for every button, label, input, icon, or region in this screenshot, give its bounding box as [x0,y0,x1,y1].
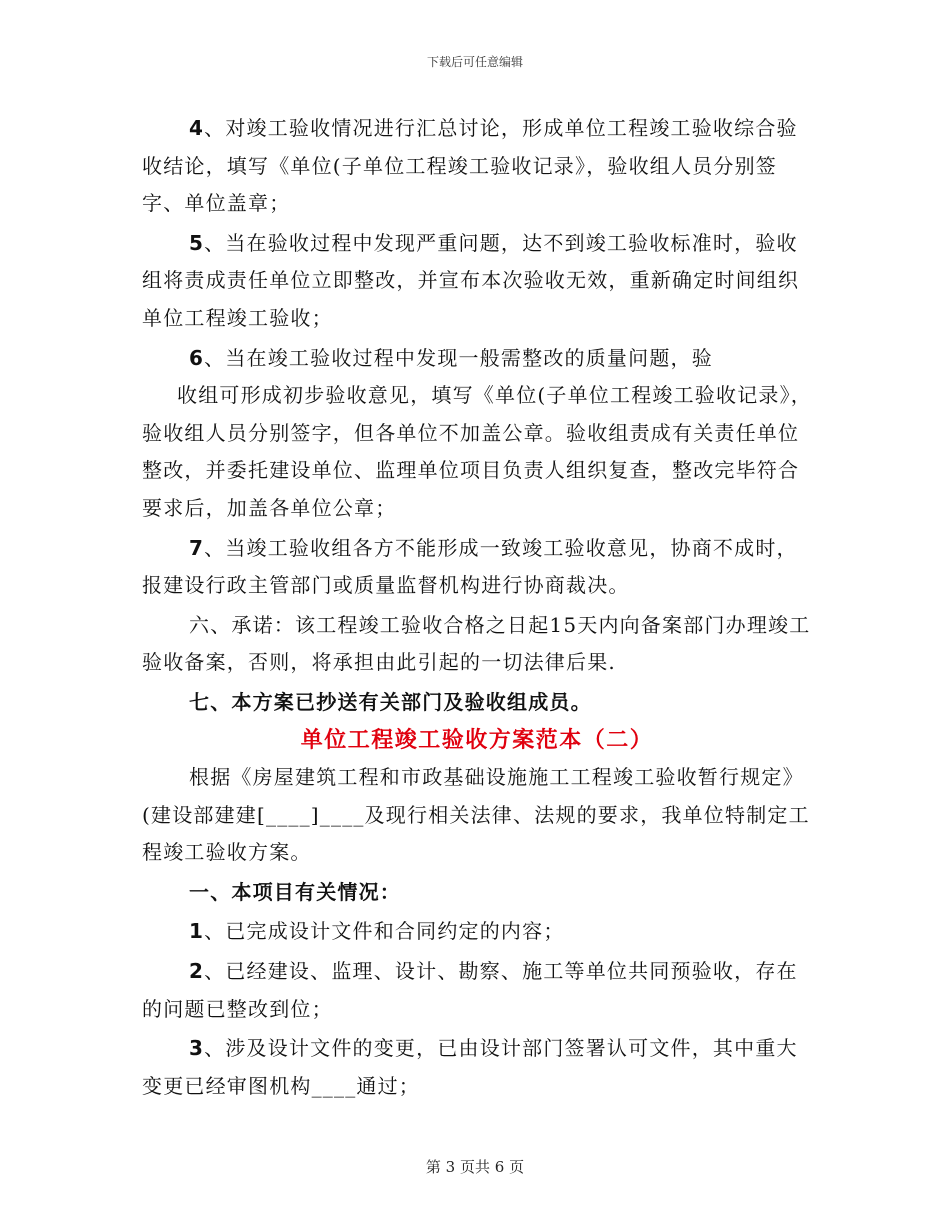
page-header: 下载后可任意编辑 [426,55,523,69]
paragraph-text: 、对竣工验收情况进行汇总讨论，形成单位工程竣工验收综合验收结论，填写《单位(子单位工程竣工验收记录》，验收组人员分别签字、单位盖章； [142,116,798,216]
paragraph-item-6-head [142,340,812,378]
paragraph-item-4 [142,110,812,223]
document-body [142,110,812,1105]
paragraph-item-1 [142,913,812,951]
item-number: 4 [189,116,205,140]
paragraph-item-2 [142,953,812,1028]
paragraph-section-one: 一、本项目有关情况： [189,879,401,904]
paragraph-item-7 [142,530,812,605]
page-footer: 第 3 页共 6 页 [425,1158,525,1176]
paragraph-text: 、涉及设计文件的变更，已由设计部门签署认可文件，其中重大变更已经审图机构____通过； [142,1036,798,1098]
paragraph-text: 、已经建设、监理、设计、勘察、施工等单位共同预验收，存在的问题已整改到位； [142,959,798,1021]
paragraph-item-5 [142,225,812,338]
item-number: 5 [189,230,205,255]
item-number: 1 [189,919,205,944]
paragraph-text: 、当竣工验收组各方不能形成一致竣工验收意见，协商不成时，报建设行政主管部门或质量监督机构进行协商裁决。 [142,535,798,598]
paragraph-item-6-body [142,377,812,527]
paragraph-basis: 根据《房屋建筑工程和市政基础设施施工工程竣工验收暂行规定》(建设部建建[____]____及现行相关法律、法规的要求，我单位特制定工程竣工验收方案。 [142,765,810,865]
paragraph-text: 、当在竣工验收过程中发现一般需整改的质量问题，验 [204,345,713,370]
item-number: 6 [189,345,205,370]
item-number: 7 [189,535,205,560]
section-title: 单位工程竣工验收方案范本（二） [300,726,654,753]
paragraph-text: 录》，验收组人员分别签字，但各单位不加盖公章。验收组责成有关责任单位整改，并委托建设单位、监理单位项目负责人组织复查，整改完毕符合要求后，加盖各单位公章； [142,383,813,520]
paragraph-text: 、已完成设计文件和合同约定的内容； [204,919,565,944]
paragraph-section-six: 六、承诺：该工程竣工验收合格之日起15天内向备案部门办理竣工验收备案，否则，将承担由此引起的一切法律后果. [142,612,811,675]
paragraph-text: 收组可形成初步验收意见，填写《单位(子单位工程竣工验收记 [177,383,759,408]
paragraph-text: 、当在验收过程中发现严重问题，达不到竣工验收标准时，验收组将责成责任单位立即整改，并宣布本次验收无效，重新确定时间组织单位工程竣工验收； [142,230,800,330]
paragraph-item-3 [142,1030,812,1105]
item-number: 3 [189,1036,205,1061]
paragraph-section-seven: 七、本方案已抄送有关部门及验收组成员。 [189,689,592,714]
item-number: 2 [189,959,205,984]
